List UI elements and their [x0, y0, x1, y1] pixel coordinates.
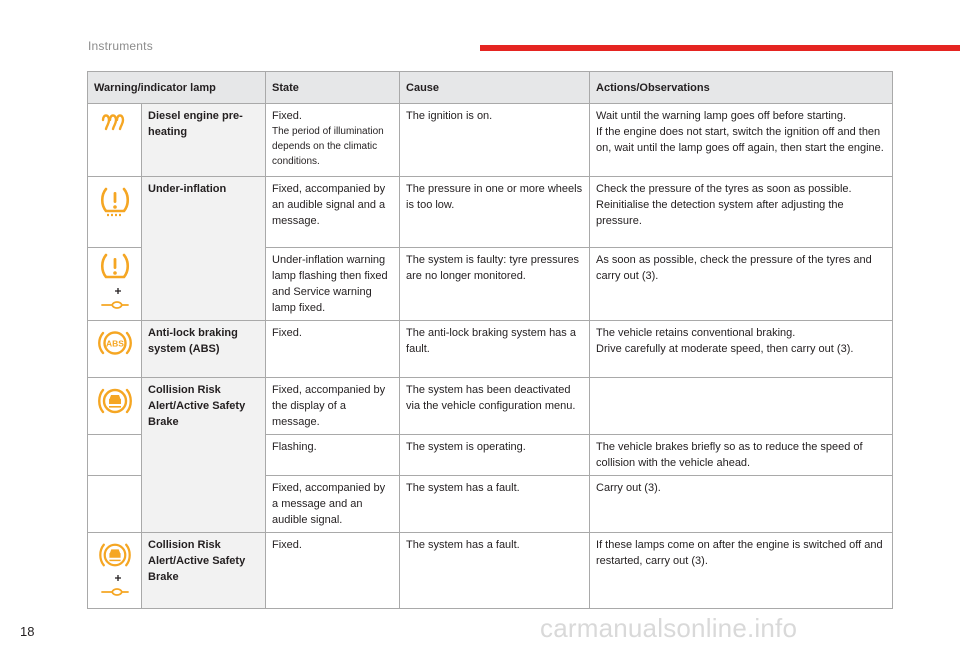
- action-cell: The vehicle brakes briefly so as to reduce the speed of collision with the vehicle ahead.: [590, 435, 893, 476]
- state-cell: Fixed, accompanied by an audible signal and a message.: [266, 177, 400, 248]
- cause-cell: The anti-lock braking system has a fault.: [400, 321, 590, 378]
- cause-cell: The system is operating.: [400, 435, 590, 476]
- state-note: The period of illumination depends on the climatic conditions.: [272, 126, 384, 167]
- cause-cell: The ignition is on.: [400, 104, 590, 177]
- state-cell: Fixed.: [266, 533, 400, 609]
- state-cell: Fixed, accompanied by a message and an audible signal.: [266, 476, 400, 533]
- action-cell: Check the pressure of the tyres as soon as possible. Reinitialise the detection system after adjusting the pressure.: [590, 177, 893, 248]
- page-number: 18: [20, 624, 35, 639]
- action-cell: Wait until the warning lamp goes off before starting. If the engine does not start, switch the ignition off and then on, wait until the lamp goes off again, then start the engine.: [590, 104, 893, 177]
- header-warning-lamp: Warning/indicator lamp: [88, 72, 266, 104]
- header-state: State: [266, 72, 400, 104]
- table-row: [88, 378, 893, 435]
- state-cell: Flashing.: [266, 435, 400, 476]
- watermark: carmanualsonline.info: [540, 613, 798, 643]
- lamp-name: Under-inflation: [142, 177, 266, 321]
- lamp-name: Diesel engine pre-heating: [142, 104, 266, 177]
- header-actions: Actions/Observations: [590, 72, 893, 104]
- tyre-pressure-icon: [99, 185, 131, 217]
- table-row: [88, 177, 893, 248]
- state-cell: Fixed, accompanied by the display of a message.: [266, 378, 400, 435]
- collision-alert-icon: [97, 541, 133, 569]
- state-cell: Fixed.: [266, 321, 400, 378]
- state-text: Fixed.: [272, 110, 302, 122]
- table-header-row: [88, 72, 893, 104]
- table-row: [88, 104, 893, 177]
- table-row: [88, 321, 893, 378]
- abs-icon-label: ABS: [106, 338, 124, 349]
- section-title: Instruments: [88, 39, 153, 53]
- service-wrench-icon: [98, 286, 132, 310]
- glow-plug-icon: [100, 112, 130, 134]
- cause-cell: The system has been deactivated via the vehicle configuration menu.: [400, 378, 590, 435]
- cause-cell: The system has a fault.: [400, 533, 590, 609]
- state-cell: [266, 104, 400, 177]
- action-cell: If these lamps come on after the engine is switched off and restarted, carry out (3).: [590, 533, 893, 609]
- accent-bar: [480, 45, 960, 51]
- header-cause: Cause: [400, 72, 590, 104]
- lamp-name: Collision Risk Alert/Active Safety Brake: [142, 533, 266, 609]
- cause-cell: The system is faulty: tyre pressures are no longer monitored.: [400, 248, 590, 321]
- action-cell: The vehicle retains conventional braking. Drive carefully at moderate speed, then carry out (3).: [590, 321, 893, 378]
- lamp-name: Anti-lock braking system (ABS): [142, 321, 266, 378]
- action-cell: Carry out (3).: [590, 476, 893, 533]
- abs-icon: [97, 329, 133, 357]
- warning-lamp-table: [87, 71, 893, 609]
- collision-alert-icon: [97, 386, 133, 416]
- service-wrench-icon: [98, 573, 132, 597]
- tyre-pressure-icon: [99, 252, 131, 282]
- table-row: [88, 533, 893, 609]
- cause-cell: The pressure in one or more wheels is too low.: [400, 177, 590, 248]
- action-cell: As soon as possible, check the pressure of the tyres and carry out (3).: [590, 248, 893, 321]
- lamp-name: Collision Risk Alert/Active Safety Brake: [142, 378, 266, 533]
- action-cell: [590, 378, 893, 435]
- state-cell: Under-inflation warning lamp flashing then fixed and Service warning lamp fixed.: [266, 248, 400, 321]
- cause-cell: The system has a fault.: [400, 476, 590, 533]
